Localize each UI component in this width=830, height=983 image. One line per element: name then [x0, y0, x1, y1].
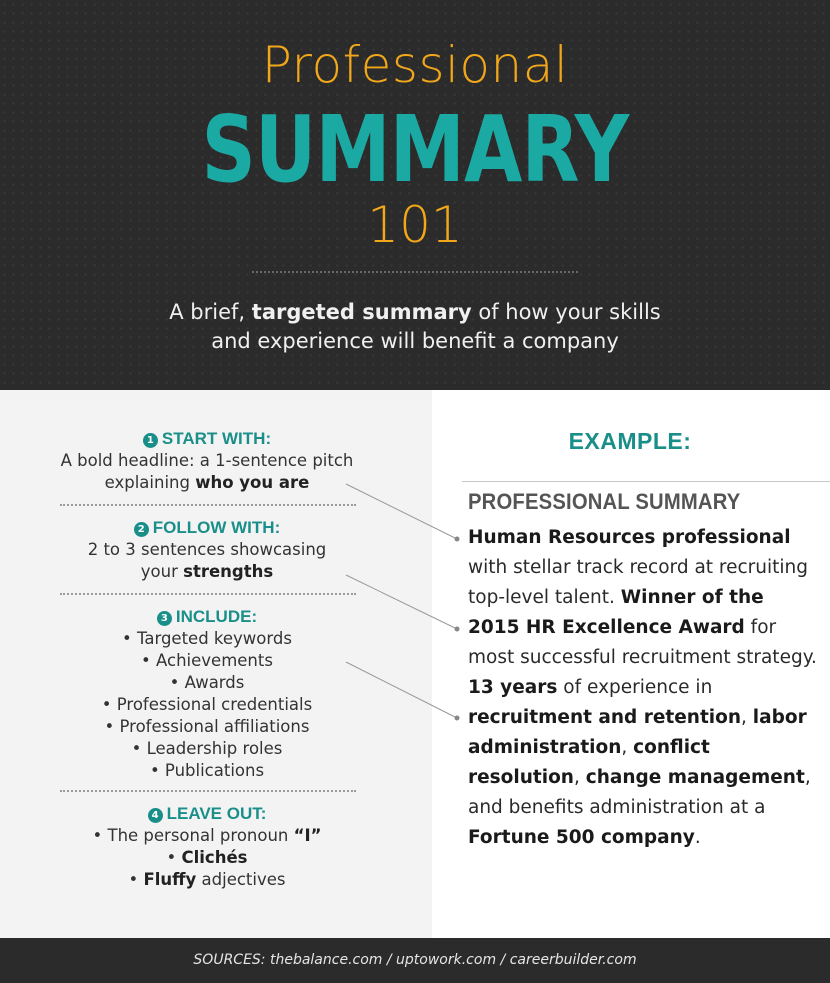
step-number-icon: 3 [157, 611, 172, 626]
summary-bold: change management [585, 767, 805, 788]
list-item [0, 825, 414, 847]
list-item: • Awards [169, 673, 245, 692]
example-label: EXAMPLE: [568, 428, 692, 454]
list-item [0, 847, 414, 869]
step-text: explaining [104, 473, 196, 492]
summary-bold: recruitment and retention [468, 707, 742, 728]
list-item [0, 869, 414, 891]
tagline-text-b: of how your skills [471, 300, 661, 324]
list-item: • Professional credentials [101, 695, 313, 714]
summary-text: , [573, 767, 586, 788]
list-item: • Leadership roles [131, 739, 283, 758]
connector-dot-3 [455, 716, 460, 721]
summary-bold: Fortune 500 company [468, 827, 695, 848]
list-item: • Targeted keywords [122, 629, 292, 648]
list-item-text: adjectives [196, 870, 286, 889]
tagline [0, 298, 830, 356]
step-heading [0, 606, 414, 628]
list-item-text: • [166, 848, 182, 867]
title-professional: Professional [261, 36, 569, 94]
tagline-line2: and experience will benefit a company [211, 329, 619, 353]
step-number-icon: 1 [143, 433, 158, 448]
list-item-text: • [128, 870, 144, 889]
step-text-bold: strengths [183, 562, 274, 581]
step-heading-text: LEAVE OUT: [166, 804, 267, 823]
summary-text: with stellar track record at recruiting top-level talent. [468, 557, 809, 608]
title-101: 101 [367, 196, 463, 254]
step-number-icon: 2 [134, 522, 149, 537]
step-leave-out [0, 803, 414, 891]
step-heading-text: START WITH: [161, 429, 272, 448]
step-text: your [140, 562, 184, 581]
step-heading-text: FOLLOW WITH: [152, 518, 281, 537]
tagline-text-a: A brief, [169, 300, 252, 324]
example-heading: PROFESSIONAL SUMMARY [468, 489, 741, 514]
summary-bold: 13 years [468, 677, 558, 698]
list-item-bold: Fluffy [143, 870, 197, 889]
header-banner [0, 0, 830, 390]
step-text-line2 [0, 561, 414, 583]
step-include [0, 606, 414, 782]
tagline-line1 [0, 298, 830, 327]
list-item: • Professional affiliations [104, 717, 310, 736]
step-divider [60, 504, 356, 506]
summary-text: , [621, 737, 634, 758]
summary-text: for most successful recruitment strategy. [468, 617, 817, 668]
summary-text: , [741, 707, 753, 728]
list-item-bold: “I” [293, 826, 322, 845]
footer-sources: SOURCES: thebalance.com / uptowork.com / careerbuilder.com [0, 938, 830, 983]
step-heading-text: INCLUDE: [175, 607, 258, 626]
summary-bold: conflict resolution [468, 737, 710, 788]
step-text-line2 [0, 472, 414, 494]
summary-text: . [694, 827, 701, 848]
connector-dot-2 [455, 627, 460, 632]
summary-bold: Winner of the 2015 HR Excellence Award [468, 587, 764, 638]
list-item-bold: Clichés [181, 848, 248, 867]
summary-text: of experience in [557, 677, 713, 698]
step-text-bold: who you are [195, 473, 310, 492]
list-item-text: • The personal pronoun [92, 826, 294, 845]
step-follow-with [0, 517, 414, 583]
summary-text: , and benefits administration at a [468, 767, 811, 818]
connector-dot-1 [455, 537, 460, 542]
header-divider [252, 271, 578, 273]
example-divider [462, 481, 830, 482]
step-heading [0, 517, 414, 539]
step-divider [60, 593, 356, 595]
tagline-bold: targeted summary [251, 300, 472, 324]
list-item: • Publications [149, 761, 265, 780]
step-text-line1: 2 to 3 sentences showcasing [87, 540, 327, 559]
example-summary-text [468, 523, 818, 853]
step-divider [60, 790, 356, 792]
step-heading [0, 428, 414, 450]
step-start-with [0, 428, 414, 494]
summary-bold: Human Resources professional [468, 527, 791, 548]
step-number-icon: 4 [148, 808, 163, 823]
list-item: • Achievements [141, 651, 273, 670]
step-text-line1: A bold headline: a 1-sentence pitch [60, 451, 354, 470]
step-heading [0, 803, 414, 825]
summary-bold: labor administration [468, 707, 807, 758]
title-summary: SUMMARY [201, 96, 629, 203]
